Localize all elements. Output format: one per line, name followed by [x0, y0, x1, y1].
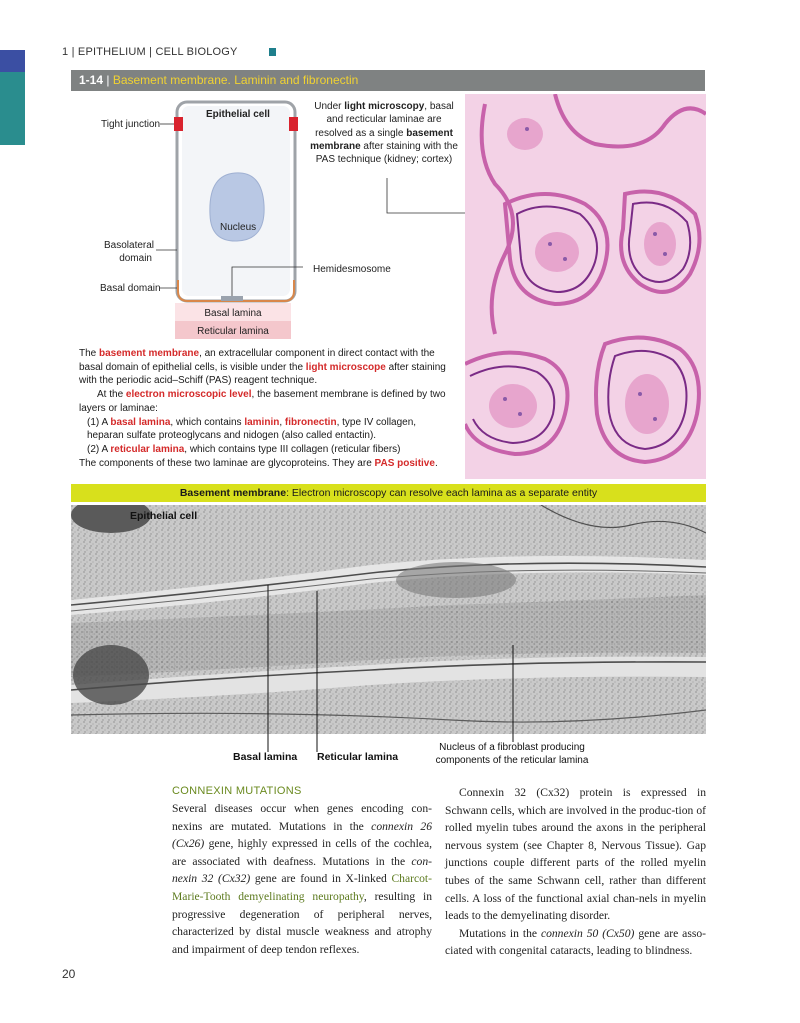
left-column-paragraph: Several diseases occur when genes encoding con-nexins are mutated. Mutations in the connexin 26 (Cx26) gene, highly expressed in cells of the cochlea, are associated with deafness. Mutations in the con-nexin 32 (Cx32) gene are found in X-linked Charcot-Marie-Tooth demyelinating neuropathy, resulting in progressive degeneration of peripheral nerves, characterized by distal muscle weakness and atrophy and impairment of deep tendon reflexes. [172, 802, 432, 956]
description-paragraph-1: The basement membrane, an extracellular component in direct contact with the basal domain of epithelial cells, is visible under the light microscope after staining with the periodic acid–Schiff (PAS) reagent technique. [79, 348, 446, 387]
em-caption-bar: Basement membrane: Electron microscopy can resolve each lamina as a separate entity [71, 484, 706, 502]
side-tab-blue [0, 50, 25, 72]
figure-title-bar: 1-14 | Basement membrane. Laminin and fibronectin [71, 70, 705, 91]
em-reticular-lamina-label: Reticular lamina [317, 751, 399, 763]
nucleus-label: Nucleus [220, 222, 257, 233]
reticular-lamina-label: Reticular lamina [197, 326, 269, 337]
electron-micrograph [71, 505, 706, 734]
basal-lamina-label: Basal lamina [204, 308, 262, 319]
tight-junction-left [174, 117, 183, 131]
cell-title-label: Epithelial cell [206, 109, 270, 120]
left-column [172, 800, 432, 958]
chapter-number: 1 [62, 46, 69, 58]
description-paragraph-2: At the electron microscopic level, the basement membrane is defined by two layers or laminae: [79, 389, 446, 414]
micrograph-caption: Under light microscopy, basal and recticular laminae are resolved as a single basement membrane after staining with the PAS technique (kidney; cortex) [310, 101, 458, 166]
hemidesmosome-label: Hemidesmosome [313, 264, 391, 275]
description-paragraph-3: The components of these two laminae are glycoproteins. They are PAS positive. [79, 457, 438, 469]
right-column-paragraph-1: Connexin 32 (Cx32) protein is expressed in Schwann cells, which are involved in the produc-tion of rolled myelin tubes around the axons in the peripheral nervous system (see Chapter 8, Nervous Tissue). Gap junctions couple different parts of the rolled myelin tubes of the same Schwann cell, rather than different cells. A loss of the functional axial chan-nels in myelin leads to the demyelinating disorder. [445, 786, 706, 923]
running-head-marker [269, 48, 276, 56]
description-item-1: (1) A basal lamina, which contains laminin, fibronectin, type IV collagen, heparan sulfate proteoglycans and nidogen (also called entactin). [87, 416, 417, 442]
em-basal-lamina-label: Basal lamina [233, 751, 298, 763]
pas-kidney-micrograph [465, 94, 706, 479]
right-column [445, 784, 706, 960]
page-number: 20 [62, 967, 76, 981]
em-epithelial-cell-label: Epithelial cell [130, 510, 198, 522]
em-fibroblast-label: Nucleus of a fibroblast producing components of the reticular lamina [435, 742, 589, 766]
section-heading: CONNEXIN MUTATIONS [172, 785, 302, 797]
chapter-title: EPITHELIUM | CELL BIOLOGY [77, 46, 238, 58]
figure-description [79, 347, 451, 470]
description-item-2: (2) A reticular lamina, which contains type III collagen (reticular fibers) [87, 443, 401, 455]
basolateral-label: Basolateral domain [104, 240, 155, 264]
right-column-paragraph-2: Mutations in the connexin 50 (Cx50) gene are asso-ciated with congenital cataracts, leading to blindness. [445, 926, 707, 958]
tight-junction-right [289, 117, 298, 131]
running-head: 1 | EPITHELIUM | CELL BIOLOGY [62, 46, 276, 58]
figure-number: 1-14 [79, 73, 104, 87]
figure-title: Basement membrane. Laminin and fibronectin [112, 73, 359, 87]
basal-domain-label: Basal domain [100, 283, 161, 294]
hemidesmosome-shape [221, 296, 243, 301]
tight-junction-label: Tight junction [101, 119, 161, 130]
side-tab-teal [0, 72, 25, 145]
